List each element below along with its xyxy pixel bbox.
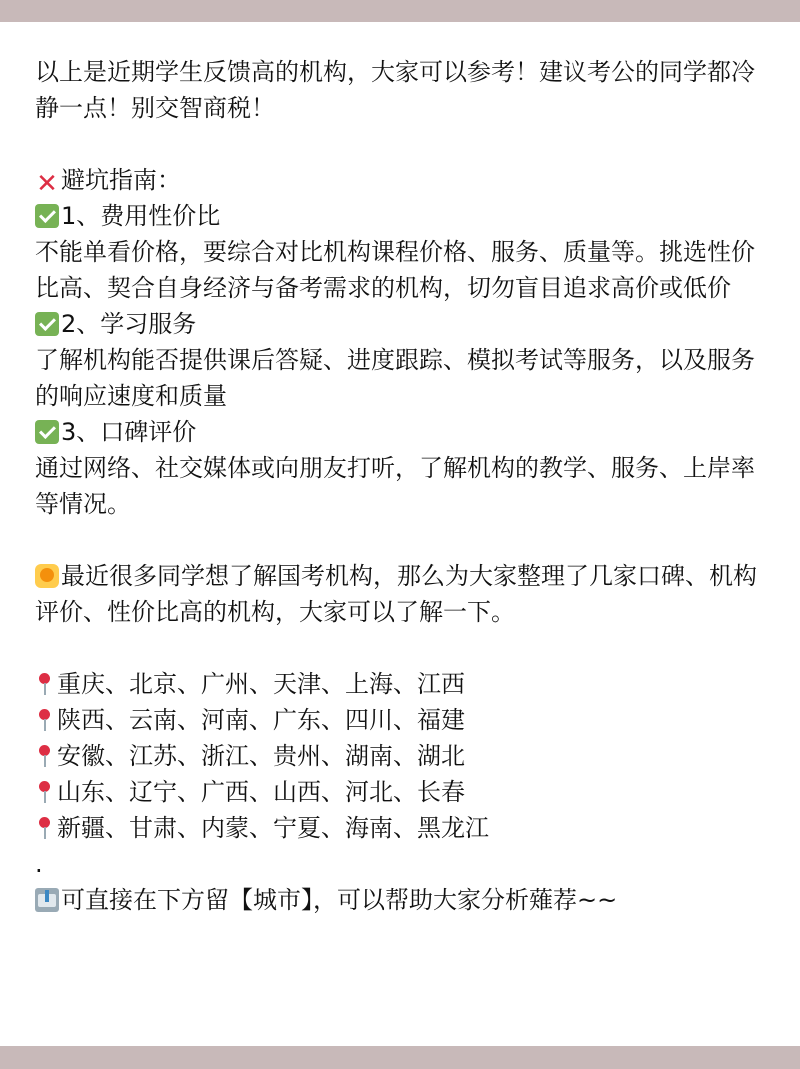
post-content <box>35 54 770 918</box>
round-pushpin-icon <box>35 744 55 768</box>
person-raising-hand-icon <box>35 564 59 588</box>
region-line: 陕西、云南、河南、广东、四川、福建 <box>35 702 770 738</box>
separator-dot: . <box>35 850 43 878</box>
guide-item-3-body: 通过网络、社交媒体或向朋友打听，了解机构的教学、服务、上岸率等情况。 <box>35 454 755 518</box>
top-band <box>0 0 800 22</box>
incoming-envelope-icon <box>35 888 59 912</box>
guide-title: ✕ 避坑指南： <box>36 166 181 199</box>
check-box-icon <box>35 420 59 444</box>
round-pushpin-icon <box>35 672 55 696</box>
guide-item-1-body: 不能单看价格，要综合对比机构课程价格、服务、质量等。挑选性价比高、契合自身经济与备考需求的机构，切勿盲目追求高价或低价 <box>35 238 755 302</box>
region-line: 新疆、甘肃、内蒙、宁夏、海南、黑龙江 <box>35 810 770 846</box>
guide-item-3-heading: 3、口碑评价 <box>35 414 770 450</box>
guide-item-2-body: 了解机构能否提供课后答疑、进度跟踪、模拟考试等服务，以及服务的响应速度和质量 <box>35 346 755 410</box>
check-box-icon <box>35 312 59 336</box>
round-pushpin-icon <box>35 708 55 732</box>
region-line: 重庆、北京、广州、天津、上海、江西 <box>35 666 770 702</box>
round-pushpin-icon <box>35 780 55 804</box>
cta-text: 可直接在下方留【城市】，可以帮助大家分析薙荐~~ <box>35 882 770 918</box>
intro-text: 以上是近期学生反馈高的机构，大家可以参考！建议考公的同学都冷静一点！别交智商税！ <box>35 58 755 122</box>
region-line: 山东、辽宁、广西、山西、河北、长春 <box>35 774 770 810</box>
bottom-band <box>0 1046 800 1069</box>
region-line: 安徽、江苏、浙江、贵州、湖南、湖北 <box>35 738 770 774</box>
recommend-text: 最近很多同学想了解国考机构，那么为大家整理了几家口碑、机构评价、性价比高的机构，大家可以了解一下。 <box>35 562 757 626</box>
guide-item-1-heading: 1、费用性价比 <box>35 198 770 234</box>
guide-item-2-heading: 2、学习服务 <box>35 306 770 342</box>
round-pushpin-icon <box>35 816 55 840</box>
check-box-icon <box>35 204 59 228</box>
cross-mark-icon: ✕ <box>36 169 58 199</box>
